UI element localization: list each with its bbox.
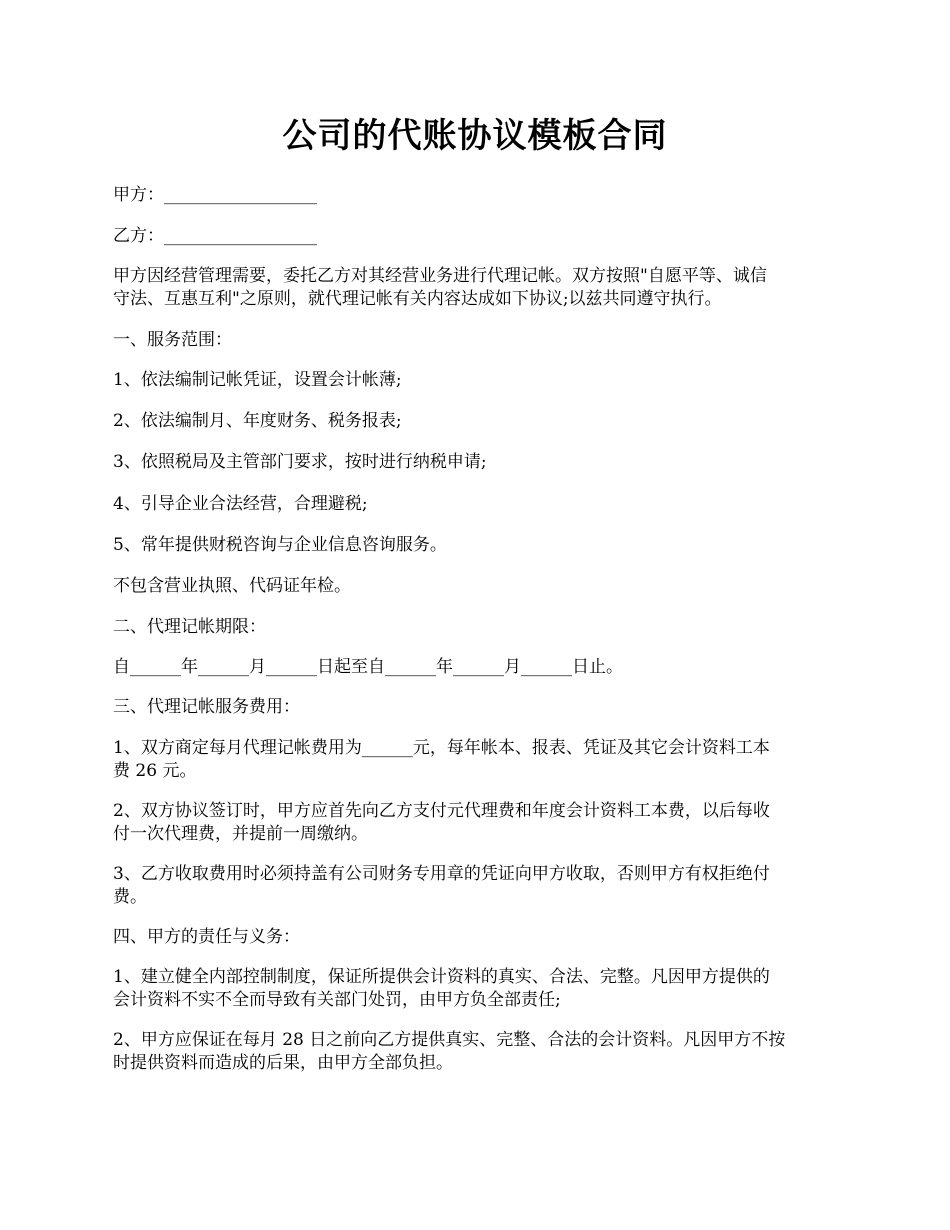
section1-item-1: 1、依法编制记帐凭证，设置会计帐薄; <box>113 370 402 390</box>
section4-heading: 四、甲方的责任与义务： <box>113 927 300 947</box>
party-a-line: 甲方：__________________ <box>113 185 317 205</box>
section2-period: 自______年______月______日起至自______年______月______日止。 <box>113 657 623 677</box>
party-b-line: 乙方：__________________ <box>113 226 317 246</box>
section3-item-3-line-1: 3、乙方收取费用时必须持盖有公司财务专用章的凭证向甲方收取，否则甲方有权拒绝付 <box>113 864 770 884</box>
section3-item-2-line-2: 付一次代理费，并提前一周缴纳。 <box>113 824 368 844</box>
intro-line-1: 甲方因经营管理需要，委托乙方对其经营业务进行代理记帐。双方按照"自愿平等、诚信 <box>113 266 767 286</box>
section1-heading: 一、服务范围： <box>113 330 232 350</box>
section3-heading: 三、代理记帐服务费用： <box>113 697 300 717</box>
section1-item-5: 5、常年提供财税咨询与企业信息咨询服务。 <box>113 535 447 555</box>
section1-item-3: 3、依照税局及主管部门要求，按时进行纳税申请; <box>113 452 487 472</box>
section3-item-3-line-2: 费。 <box>113 887 147 907</box>
section1-item-2: 2、依法编制月、年度财务、税务报表; <box>113 411 402 431</box>
section3-item-1-line-2: 费 26 元。 <box>113 761 197 781</box>
section4-item-1-line-2: 会计资料不实不全而导致有关部门处罚，由甲方负全部责任; <box>113 990 561 1010</box>
document-title: 公司的代账协议模板合同 <box>282 116 668 156</box>
intro-line-2: 守法、互惠互利"之原则，就代理记帐有关内容达成如下协议;以兹共同遵守执行。 <box>113 289 722 309</box>
section3-item-1-line-1: 1、双方商定每月代理记帐费用为______元，每年帐本、报表、凭证及其它会计资料工本 <box>113 738 770 758</box>
section1-exclusion: 不包含营业执照、代码证年检。 <box>113 576 351 596</box>
section2-heading: 二、代理记帐期限： <box>113 617 266 637</box>
section4-item-1-line-1: 1、建立健全内部控制制度，保证所提供会计资料的真实、合法、完整。凡因甲方提供的 <box>113 967 770 987</box>
section4-item-2-line-2: 时提供资料而造成的后果，由甲方全部负担。 <box>113 1053 453 1073</box>
section1-item-4: 4、引导企业合法经营，合理避税; <box>113 494 368 514</box>
section3-item-2-line-1: 2、双方协议签订时，甲方应首先向乙方支付元代理费和年度会计资料工本费，以后每收 <box>113 801 770 821</box>
section4-item-2-line-1: 2、甲方应保证在每月 28 日之前向乙方提供真实、完整、合法的会计资料。凡因甲方不按 <box>113 1030 786 1050</box>
